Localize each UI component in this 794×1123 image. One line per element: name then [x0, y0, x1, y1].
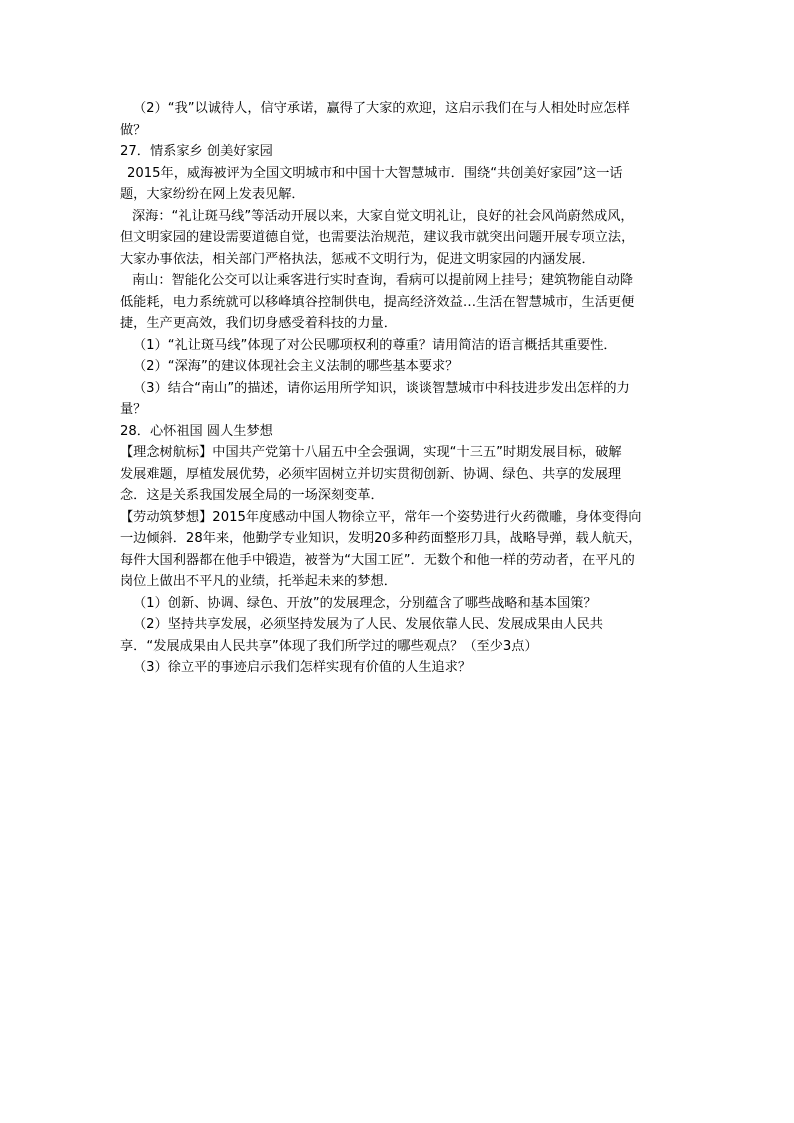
- q28-sub3: （3）徐立平的事迹启示我们怎样实现有价值的人生追求？: [133, 660, 472, 675]
- q28-laodong-line-2: 一边倾斜．28年来，他勤学专业知识，发明20多种药面整形刀具，战略导弹，载人航天，: [120, 531, 642, 546]
- q27-intro-line-1: 2015年，威海被评为全国文明城市和中国十大智慧城市．围绕“共创美好家园”这一话: [127, 165, 623, 181]
- q27-shenhai-line-2: 但文明家园的建设需要道德自觉，也需要法治规范，建议我市就突出问题开展专项立法，: [120, 230, 635, 245]
- q28-sub2-line-2: 享．“发展成果由人民共享”体现了我们所学过的哪些观点？（至少3点）: [120, 638, 538, 654]
- q26-sub2-line-2: 做？: [120, 122, 147, 138]
- q26-sub2-line-1: （2）“我”以诚待人，信守承诺，赢得了大家的欢迎，这启示我们在与人相处时应怎样: [133, 101, 630, 116]
- q28-laodong-line-1: 【劳动筑梦想】2015年度感动中国人物徐立平，常年一个姿势进行火药微雕，身体变得向: [120, 509, 642, 525]
- q28-laodong-line-4: 岗位上做出不平凡的业绩，托举起未来的梦想．: [120, 574, 397, 589]
- q27-nanshan-line-2: 低能耗，电力系统就可以移峰填谷控制供电，提高经济效益…生活在智慧城市，生活更便: [120, 294, 635, 310]
- q27-sub2: （2）“深海”的建议体现社会主义法制的哪些基本要求？: [133, 359, 459, 374]
- q28-heading: 28．心怀祖国 圆人生梦想: [120, 423, 273, 439]
- q28-sub2-line-1: （2）坚持共享发展，必须坚持发展为了人民、发展依靠人民、发展成果由人民共: [133, 617, 603, 632]
- q27-shenhai-line-3: 大家办事依法，相关部门严格执法，惩戒不文明行为，促进文明家园的内涵发展．: [120, 251, 595, 267]
- q28-linian-line-3: 念．这是关系我国发展全局的一场深刻变革．: [120, 488, 384, 503]
- q27-sub1: （1）“礼让斑马线”体现了对公民哪项权利的尊重？请用简洁的语言概括其重要性．: [133, 337, 617, 353]
- q27-nanshan-line-3: 捷，生产更高效，我们切身感受着科技的力量．: [120, 316, 397, 331]
- q27-sub3-line-1: （3）结合“南山”的描述，请你运用所学知识，谈谈智慧城市中科技进步发出怎样的力: [133, 380, 630, 396]
- q28-laodong-line-3: 每件大国利器都在他手中锻造，被誉为“大国工匠”．无数个和他一样的劳动者，在平凡的: [120, 552, 635, 568]
- q27-nanshan-line-1: 南山：智能化公交可以让乘客进行实时查询，看病可以提前网上挂号；建筑物能自动降: [132, 273, 634, 288]
- q27-sub3-line-2: 量？: [120, 402, 147, 417]
- q28-linian-line-2: 发展难题，厚植发展优势，必须牢固树立并切实贯彻创新、协调、绿色、共享的发展理: [120, 466, 622, 482]
- q28-sub1: （1）创新、协调、绿色、开放”的发展理念，分别蕴含了哪些战略和基本国策？: [133, 595, 597, 611]
- q27-heading: 27．情系家乡 创美好家园: [120, 144, 273, 159]
- document-body: [120, 98, 682, 679]
- q27-shenhai-line-1: 深海：“礼让斑马线”等活动开展以来，大家自觉文明礼让，良好的社会风尚蔚然成风，: [132, 208, 634, 224]
- q27-intro-line-2: 题，大家纷纷在网上发表见解．: [120, 187, 305, 202]
- q28-linian-line-1: 【理念树航标】中国共产党第十八届五中全会强调，实现“十三五”时期发展目标，破解: [120, 445, 622, 460]
